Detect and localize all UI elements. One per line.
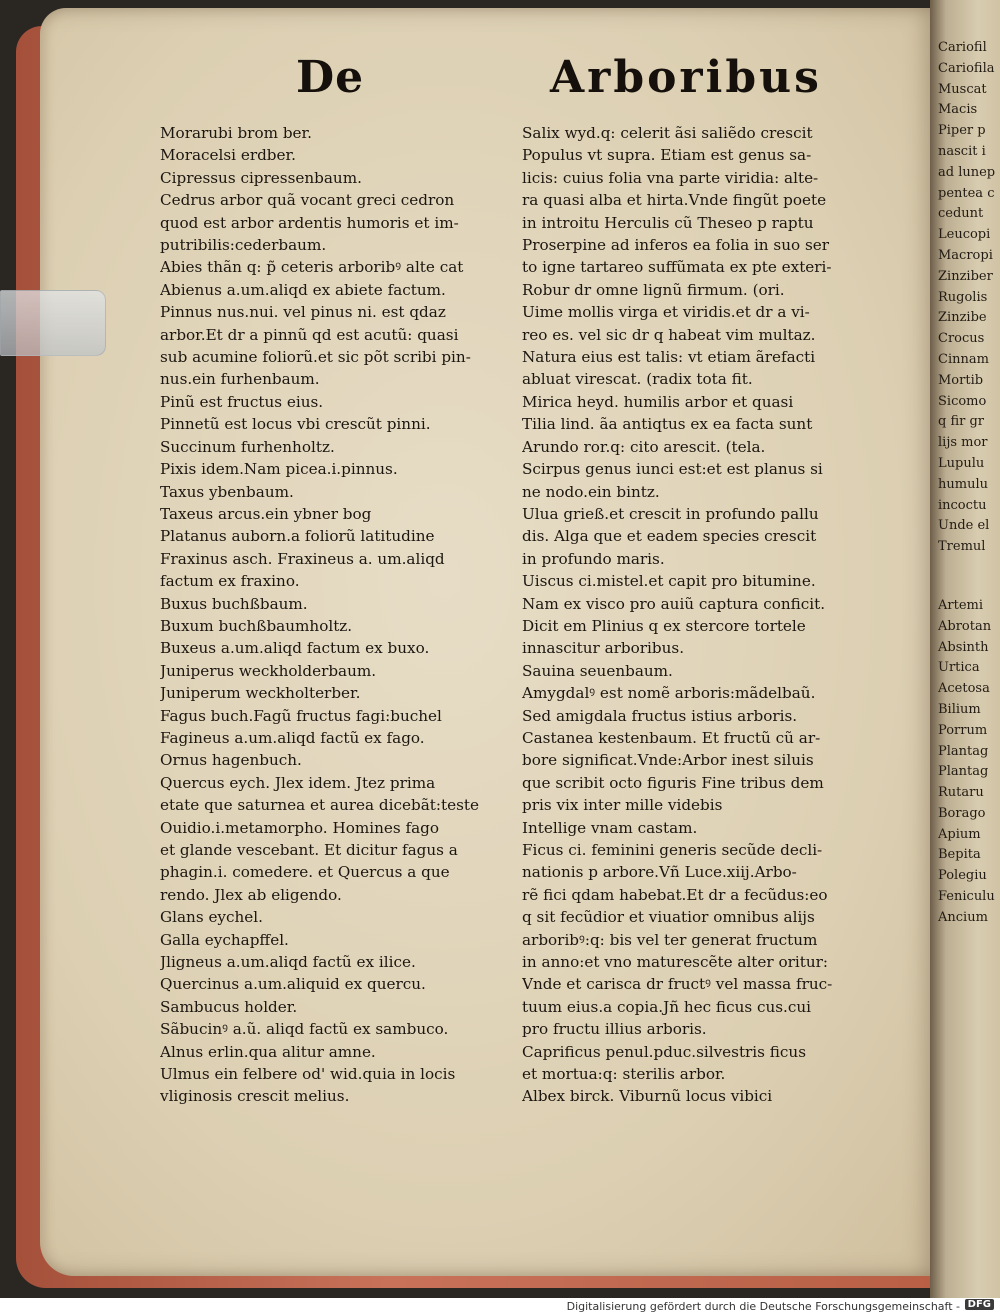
margin-line: Rugolis <box>938 289 988 305</box>
text-line: et glande vescebant. Et dicitur fagus a <box>160 841 458 859</box>
text-line: Pinnetũ est locus vbi crescũt pinni. <box>160 415 431 434</box>
margin-line: Artemi <box>938 597 984 613</box>
text-line: to igne tartareo suffũmata ex pte exteri- <box>522 258 832 277</box>
text-line: Vnde et carisca dr fructꝰ vel massa fruc- <box>522 975 833 994</box>
text-line: licis: cuius folia vna parte viridia: alte- <box>522 168 819 187</box>
text-line: Dicit em Plinius q ex stercore tortele <box>522 616 806 635</box>
text-line: etate que saturnea et aurea dicebãt:teste <box>160 796 479 815</box>
margin-line: Tremul <box>938 539 986 555</box>
margin-line: Lupulu <box>938 455 985 471</box>
margin-line: Abrotan <box>938 618 992 634</box>
text-line: Glans eychel. <box>160 908 263 927</box>
right-text-column <box>522 122 867 1108</box>
text-line: Ouidio.i.metamorpho. Homines fago <box>160 818 440 837</box>
margin-line: Sicomo <box>938 393 987 409</box>
text-line: Juniperus weckholderbaum. <box>160 661 377 680</box>
text-line: Tilia lind. ãa antiqtus ex ea facta sunt <box>522 415 813 434</box>
margin-line: ad lunep <box>938 164 996 180</box>
margin-line: Bepita <box>938 847 981 863</box>
text-line: Cipressus cipressenbaum. <box>160 168 362 187</box>
margin-line: Crocus <box>938 331 985 347</box>
text-line: Nam ex visco pro auiũ captura conficit. <box>522 594 826 613</box>
margin-line: Cinnam <box>938 351 989 367</box>
text-line: innascitur arboribus. <box>522 639 685 658</box>
text-line: Sauina seuenbaum. <box>522 661 673 680</box>
margin-line: Zinzibe <box>938 310 987 326</box>
text-line: dis. Alga que et eadem species crescit <box>522 527 817 546</box>
text-line: Ornus hagenbuch. <box>160 751 302 770</box>
margin-line: Ancium <box>938 909 988 925</box>
text-line: Populus vt supra. Etiam est genus sa- <box>522 146 812 165</box>
margin-line <box>938 558 1000 596</box>
text-line: Uime mollis virga et viridis.et dr a vi- <box>522 303 810 322</box>
text-line: Taxus ybenbaum. <box>160 482 294 501</box>
margin-line: Bilium <box>938 701 981 717</box>
text-line: Albex birck. Viburnũ locus vibici <box>522 1087 773 1106</box>
text-line: rendo. Jlex ab eligendo. <box>160 885 342 904</box>
text-line: pro fructu illius arboris. <box>522 1020 707 1039</box>
margin-line: nascit i <box>938 143 986 159</box>
text-line: in anno:et vno maturescẽte alter oritur: <box>522 953 829 972</box>
text-line: Buxus buchßbaum. <box>160 594 308 613</box>
text-line: Succinum furhenholtz. <box>160 437 335 456</box>
margin-line: Piper p <box>938 123 986 139</box>
text-line: Castanea kestenbaum. Et fructũ cũ ar- <box>522 728 821 747</box>
margin-line: Borago <box>938 805 986 821</box>
text-line: Pinũ est fructus eius. <box>160 392 324 411</box>
text-line: Ulua grieß.et crescit in profundo pallu <box>522 504 819 523</box>
text-line: reo es. vel sic dr q habeat vim multaz. <box>522 325 816 344</box>
text-line: Abies thãn q: p̃ ceteris arboribꝰ alte cat <box>160 258 464 277</box>
text-line: ra quasi alba et hirta.Vnde fingũt poete <box>522 191 827 210</box>
text-line: Platanus auborn.a foliorũ latitudine <box>160 527 435 546</box>
margin-line: Unde el <box>938 518 990 534</box>
text-line: que scribit octo figuris Fine tribus dem <box>522 773 824 792</box>
text-line: Buxeus a.um.aliqd factum ex buxo. <box>160 639 430 658</box>
margin-line: Porrum <box>938 722 988 738</box>
text-line: Natura eius est talis: vt etiam ãrefacti <box>522 348 816 367</box>
text-line: Taxeus arcus.ein ybner bog <box>160 504 372 523</box>
right-page-margin-text <box>938 38 1000 929</box>
heading-left: De <box>296 52 365 103</box>
margin-line: cedunt <box>938 206 984 222</box>
page-clip <box>0 290 106 356</box>
margin-line: Mortib <box>938 372 984 388</box>
text-line: abluat virescat. (radix tota fit. <box>522 370 753 389</box>
heading-right: Arboribus <box>550 52 822 103</box>
text-line: Fraxinus asch. Fraxineus a. um.aliqd <box>160 549 445 568</box>
margin-line: Absinth <box>938 639 989 655</box>
text-line: Jligneus a.um.aliqd factũ ex ilice. <box>160 953 416 972</box>
text-line: bore significat.Vnde:Arbor inest siluis <box>522 751 814 770</box>
margin-line: lijs mor <box>938 435 988 451</box>
text-line: Scirpus genus iunci est:et est planus si <box>522 460 823 479</box>
text-line: phagin.i. comedere. et Quercus a que <box>160 863 450 882</box>
funding-credit: Digitalisierung gefördert durch die Deutsche Forschungsgemeinschaft - <box>566 1300 960 1313</box>
text-line: Ulmus ein felbere od' wid.quia in locis <box>160 1065 456 1084</box>
text-line: in profundo maris. <box>522 549 665 568</box>
text-line: Moracelsi erdber. <box>160 146 296 165</box>
text-line: Intellige vnam castam. <box>522 818 698 837</box>
text-line: Galla eychapffel. <box>160 930 289 949</box>
margin-line: Acetosa <box>938 681 990 697</box>
text-line: Fagus buch.Fagũ fructus fagi:buchel <box>160 706 442 725</box>
margin-line: humulu <box>938 476 988 492</box>
margin-line: Urtica <box>938 660 980 676</box>
text-line: tuum eius.a copia.Jñ hec ficus cus.cui <box>522 997 812 1016</box>
text-line: Robur dr omne lignũ firmum. (ori. <box>522 280 785 299</box>
text-line: sub acumine foliorũ.et sic põt scribi pin- <box>160 348 471 367</box>
margin-line: Plantag <box>938 764 989 780</box>
text-line: in introitu Herculis cũ Theseo p raptu <box>522 213 814 232</box>
left-text-column <box>160 122 500 1108</box>
text-line: Cedrus arbor quã vocant greci cedron <box>160 191 455 210</box>
text-line: Arundo ror.q: cito arescit. (tela. <box>522 437 766 456</box>
margin-line: Plantag <box>938 743 989 759</box>
text-line: Sambucus holder. <box>160 997 298 1016</box>
text-line: Proserpine ad inferos ea folia in suo ser <box>522 236 830 255</box>
margin-line: Cariofila <box>938 60 995 76</box>
margin-line: Zinziber <box>938 268 993 284</box>
margin-line: Leucopi <box>938 227 991 243</box>
text-line: pris vix inter mille videbis <box>522 796 723 815</box>
margin-line: Cariofil <box>938 40 987 55</box>
text-line: Uiscus ci.mistel.et capit pro bitumine. <box>522 572 816 591</box>
footer-bar <box>0 1298 1000 1315</box>
text-line: rẽ fici qdam habebat.Et dr a fecũdus:eo <box>522 885 828 904</box>
text-line: Morarubi brom ber. <box>160 124 312 142</box>
margin-line: Rutaru <box>938 785 984 801</box>
text-line: ne nodo.ein bintz. <box>522 482 660 501</box>
text-line: Fagineus a.um.aliqd factũ ex fago. <box>160 728 425 747</box>
text-line: factum ex fraxino. <box>160 572 300 591</box>
text-line: quod est arbor ardentis humoris et im- <box>160 213 459 232</box>
text-line: Amygdalꝰ est nomẽ arboris:mãdelbaũ. <box>522 684 816 703</box>
text-line: Salix wyd.q: celerit ãsi saliẽdo crescit <box>522 124 813 142</box>
text-line: Quercinus a.um.aliquid ex quercu. <box>160 975 426 994</box>
margin-line: Polegiu <box>938 868 987 884</box>
text-line: putribilis:cederbaum. <box>160 236 327 255</box>
text-line: Mirica heyd. humilis arbor et quasi <box>522 392 794 411</box>
text-line: vliginosis crescit melius. <box>160 1087 350 1106</box>
margin-line: pentea c <box>938 185 995 201</box>
text-line: Abienus a.um.aliqd ex abiete factum. <box>160 280 446 299</box>
margin-line: Apium <box>938 826 981 842</box>
text-line: nationis p arbore.Vñ Luce.xiij.Arbo- <box>522 863 797 882</box>
text-line: arbor.Et dr a pinnũ qd est acutũ: quasi <box>160 325 459 344</box>
margin-line: Macropi <box>938 247 993 263</box>
text-line: Caprificus penul.pduc.silvestris ficus <box>522 1042 806 1061</box>
text-line: q sit fecũdior et viuatior omnibus alijs <box>522 908 815 927</box>
text-line: Buxum buchßbaumholtz. <box>160 616 353 635</box>
margin-line: Macis <box>938 102 978 118</box>
text-line: Sed amigdala fructus istius arboris. <box>522 706 798 725</box>
text-line: Pixis idem.Nam picea.i.pinnus. <box>160 460 398 479</box>
text-line: arboribꝰ:q: bis vel ter generat fructum <box>522 930 818 949</box>
margin-line: q fir gr <box>938 414 985 430</box>
text-line: Alnus erlin.qua alitur amne. <box>160 1042 376 1061</box>
margin-line: Muscat <box>938 81 987 97</box>
text-line: Pinnus nus.nui. vel pinus ni. est qdaz <box>160 303 446 322</box>
text-line: nus.ein furhenbaum. <box>160 370 320 389</box>
text-line: et mortua:q: sterilis arbor. <box>522 1065 726 1084</box>
dfg-logo: DFG <box>965 1299 994 1310</box>
text-line: Quercus eych. Jlex idem. Jtez prima <box>160 773 436 792</box>
text-line: Ficus ci. feminini generis secũde decli- <box>522 841 823 859</box>
margin-line: Feniculu <box>938 889 995 905</box>
text-line: Sãbucinꝰ a.ũ. aliqd factũ ex sambuco. <box>160 1020 449 1039</box>
margin-line: incoctu <box>938 497 987 513</box>
text-line: Juniperum weckholterber. <box>160 684 361 703</box>
